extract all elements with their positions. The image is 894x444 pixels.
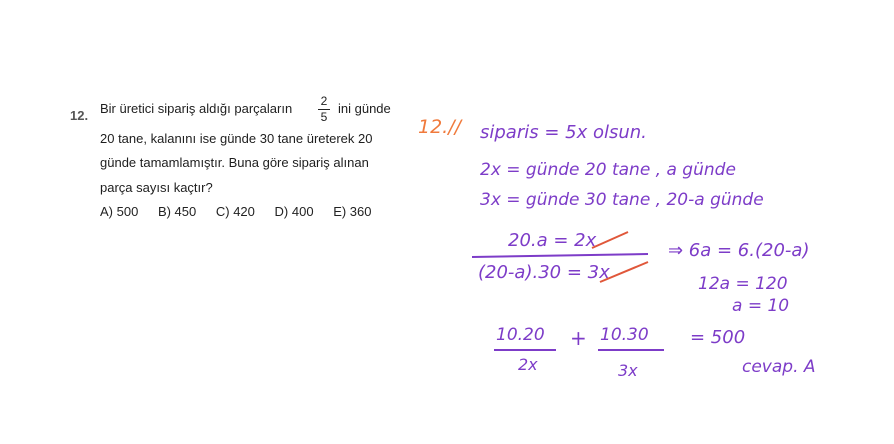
question-line-4: parça sayısı kaçtır? [100,180,213,195]
hw-step-3: a = 10 [732,296,790,316]
question-line-2: 20 tane, kalanını ise günde 30 tane üreterek 20 [100,131,373,146]
choice-a[interactable]: A) 500 [100,204,139,219]
hw-fraction-bar [472,254,648,257]
hw-plus: + [570,326,587,350]
hw-answer: cevap. A [742,357,816,377]
choice-e[interactable]: E) 360 [333,204,372,219]
hw-sum-result: = 500 [690,327,746,348]
hw-implies: ⇒ 6a = 6.(20-a) [668,240,810,261]
hw-sum-den-2: 3x [618,361,638,380]
question-line-1-end: ini günde [338,101,391,116]
question-text-1: Bir üretici sipariş aldığı parçaların [100,101,293,116]
hw-sum-num-2: 10.30 [600,325,649,345]
hw-eq-bottom: (20-a).30 = 3x [478,262,610,283]
choice-d[interactable]: D) 400 [274,204,314,219]
hw-step-2: 12a = 120 [698,274,788,294]
hw-line-1: siparis = 5x olsun. [480,122,647,143]
hw-sum-num-1: 10.20 [496,325,545,345]
hw-strike-1 [592,232,628,248]
hw-eq-top: 20.a = 2x [508,230,597,251]
fraction-denominator: 5 [320,110,328,124]
choice-b[interactable]: B) 450 [157,204,197,219]
handwritten-label: 12.// [418,116,462,138]
fraction-numerator: 2 [320,94,328,108]
question-line-3: günde tamamlamıştır. Buna göre sipariş alınan [100,155,369,170]
choice-c[interactable]: C) 420 [215,204,255,219]
hw-sum-den-1: 2x [518,355,538,374]
hw-line-3: 3x = günde 30 tane , 20-a günde [480,190,764,210]
hw-line-2: 2x = günde 20 tane , a günde [480,160,736,180]
question-number: 12. [70,108,89,123]
